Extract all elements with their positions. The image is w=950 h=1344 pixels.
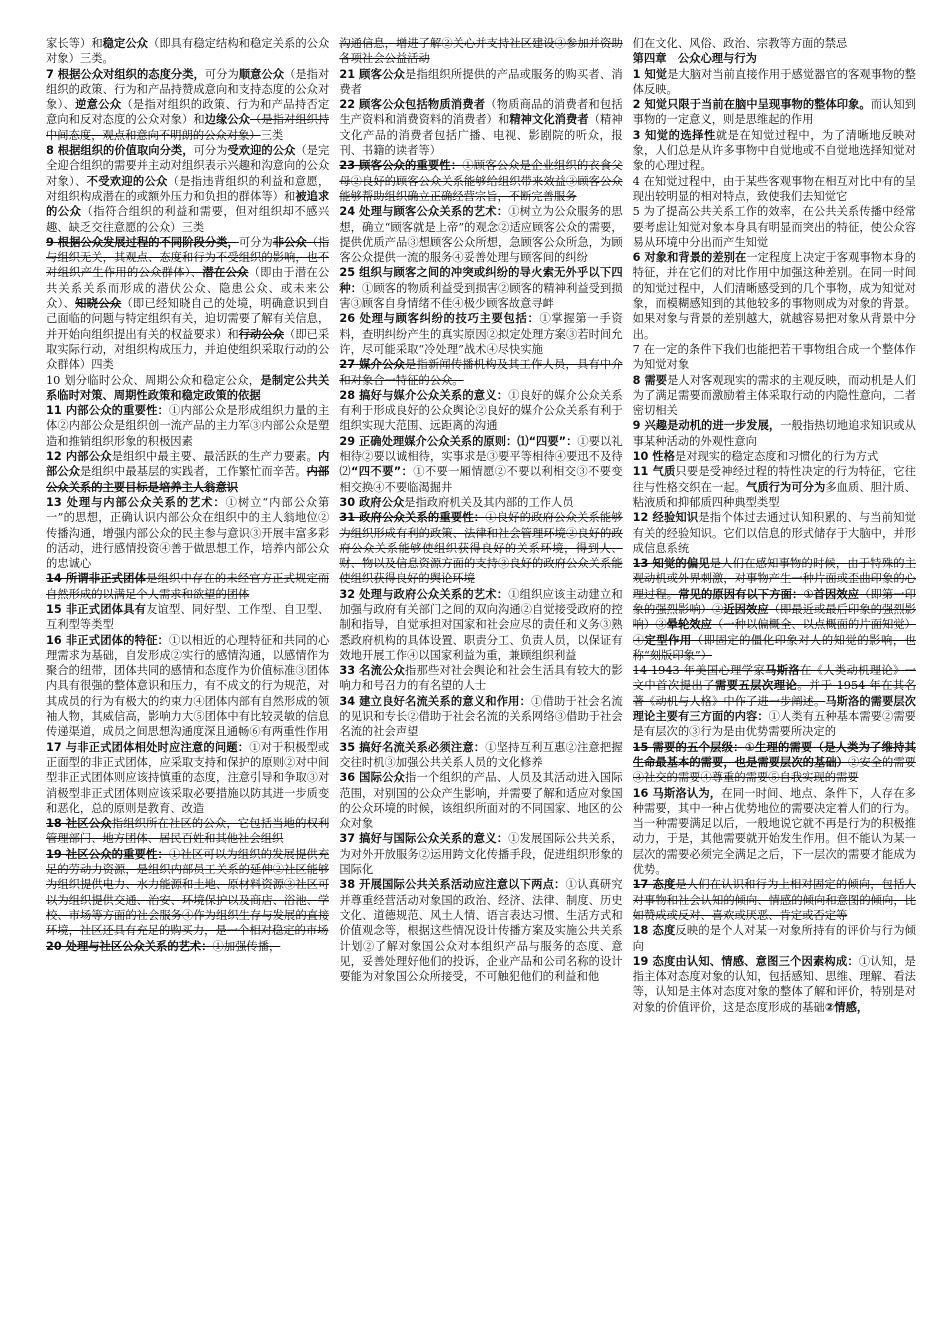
bold-term: 37 搞好与国际公众关系的意义： (339, 832, 509, 846)
bold-term: 近因效应 (723, 602, 769, 616)
bold-term: 30 政府公众 (339, 495, 405, 509)
text-run: 是组织中最基层的实践者，工作繁忙而辛苦。 (80, 465, 307, 479)
paragraph (633, 373, 916, 419)
bold-term: 20 处理与社区公众关系的艺术： (46, 939, 213, 953)
paragraph (339, 587, 622, 663)
text-run: 。并于 1954 年在其名著《动机与人格》中作了进一步阐述。 (632, 679, 916, 708)
paragraph (46, 633, 329, 740)
paragraph (46, 495, 329, 571)
column-middle (339, 36, 622, 1326)
bold-term: 11 气质 (632, 465, 676, 479)
paragraph (633, 342, 916, 373)
text-run: ①树立为公众服务的思想，确立“顾客就是上帝”的观念②适应顾客公众的需要，提供优质产品③想顾客公众所想，急顾客公众所急，为顾客公众提供一流的服务④妥善处理与顾客间的纠纷 (339, 205, 623, 265)
bold-term: 7 根据公众对组织的态度分类， (46, 67, 205, 81)
text-run: ①良好的媒介公众关系有利于形成良好的公众舆论②良好的媒介公众关系有利于组织实现大范围、远距离的沟通 (339, 388, 623, 433)
text-run: 可分为 (204, 67, 239, 81)
paragraph (46, 373, 329, 404)
paragraph (339, 357, 622, 388)
bold-term: 25 组织与顾客之间的冲突或纠纷的导火索无外乎以下四种： (339, 266, 623, 295)
text-run: 14 1943 年美国心理学家 (632, 664, 766, 678)
paragraph (633, 464, 916, 510)
paragraph (633, 954, 916, 1015)
text-run: 是指组织所提供的产品或服务的购买者、消费者 (339, 67, 623, 96)
text-run: 一般指热切地追求知识或从事某种活动的外观性意向 (632, 419, 916, 448)
paragraph (633, 418, 916, 449)
text-run: ①顾客公众是企业组织的衣食父母②良好的顾客公众关系能够给组织带来效益③顾客公众能够帮助组织确立正确经营宗旨，不断完善服务 (339, 159, 623, 203)
bold-term: 33 名流公众 (339, 664, 406, 678)
text-run: 是人们在感知事物的时候，由于特殊的主观动机或外界刺激，对事物产生一种片面或歪曲印象的心理过程。 (632, 557, 916, 601)
bold-term: 马斯洛的需要层次理论主要有三方面的内容： (632, 694, 916, 724)
paragraph (46, 235, 329, 373)
bold-term: 12 内部公众 (46, 450, 112, 464)
bold-term: 行动公众 (238, 327, 285, 341)
paragraph (339, 740, 622, 771)
paragraph (633, 174, 916, 205)
paragraph (339, 434, 622, 495)
paragraph (46, 816, 329, 847)
bold-term: 26 处理与顾客纠纷的技巧主要包括： (339, 312, 540, 326)
bold-term: 12 经验知识 (632, 511, 699, 525)
text-run: 们在文化、风俗、政治、宗教等方面的禁忌 (632, 37, 848, 50)
bold-term: 29 正确处理媒介公众关系的原则：⑴“四要”： (339, 434, 578, 448)
bold-term: 9 兴趣是动机的进一步发展， (632, 419, 781, 433)
text-run: 可分为 (238, 235, 273, 249)
text-run: ①社区可以为组织的发展提供充足的劳动力资源，是组织内部员工关系的延伸②社区能够为组织提供电力、水力能源和土地、原材料资源③社区可以为组织提供交通、治安、环境保护以及商店、浴池、学校、市场等方面的社会服务④作为组织生存与发展的直接环境，社区还具有充足的购买力，是一个相对稳定的市场 (46, 847, 330, 938)
paragraph (339, 265, 622, 311)
text-run: ①良好的政府公众关系能够为组织形成有利的政策、法律和社会管理环境②良好的政府公众关系能够使组织获得良好的关系环境，得到人、财、物以及信息资源方面的支持③良好的政府公众关系能使组织获得良好的舆论环境 (339, 511, 623, 586)
paragraph (339, 36, 622, 67)
bold-term: 18 社区公众 (46, 817, 112, 831)
text-run: 是指个体过去通过认知积累的、与当前知觉有关的经验知识。它们以信息的形式储存于大脑中，并形成信息系统 (632, 511, 916, 555)
bold-term: 是制定公共关系临时对策、周期性政策和稳定政策的依据 (46, 373, 330, 402)
bold-term: 17 态度 (632, 878, 676, 892)
bold-term: 生理的需要（是人类为了维持其生命最基本的需要，也是需要层次的基础） (632, 740, 916, 769)
text-run: ①认知，是指主体对态度对象的认知，包括感知、思维、理解、看法等，认知是主体对态度对象的整体了解和评价，特别是对对象的价值评价，这是态度形成的基础 (632, 954, 916, 1014)
paragraph (339, 388, 622, 434)
text-run: （即第一印象的强烈影响）② (632, 587, 916, 616)
text-run: 多血质、胆汁质、粘液质和抑郁质四种典型类型 (632, 480, 916, 509)
column-right (633, 36, 916, 1326)
bold-term: 19 社区公众的重要性： (46, 847, 169, 861)
bold-term: 17 与非正式团体相处时应注意的问题： (46, 740, 250, 754)
bold-term: 稳定公众 (102, 37, 149, 50)
paragraph (339, 877, 622, 984)
text-run: （即已经知晓自己的处境，明确意识到自己面临的问题与特定组织有关，迫切需要了解有关信息，并开始向组织提出有关的权益要求）和 (46, 297, 330, 341)
paragraph (46, 67, 329, 143)
paragraph (46, 449, 329, 495)
text-run: （精神文化产品的消费者包括广播、电视、影剧院的听众，报刊、书籍的读者等） (339, 113, 623, 158)
text-run: 指组织所在社区的公众，它包括当地的权利管理部门、地方团体、居民百姓和其他社会组织 (46, 817, 330, 846)
paragraph (46, 847, 329, 939)
paragraph (633, 923, 916, 954)
text-run: 是组织中存在的未经官方正式规定而自然形成的以满足个人需求和欲望的团体 (46, 572, 330, 601)
text-run: （一种以偏概全、以点概面的片面知觉）④ (632, 618, 916, 647)
bold-term: 10 性格 (632, 450, 675, 464)
paragraph (46, 602, 329, 633)
column-left (46, 36, 329, 1326)
bold-term: 8 根据组织的价值取向分类， (46, 144, 194, 158)
text-run: （即固定的僵化印象对人的知觉的影响，也称“刻版印象”） (632, 633, 916, 662)
text-run: ②安全的需要③社交的需要④尊重的需要⑤自我实现的需要 (632, 755, 916, 785)
paragraph (46, 36, 329, 67)
bold-term: 34 建立良好名流关系的意义和作用： (339, 694, 532, 708)
bold-term: 27 媒介公众 (339, 358, 406, 372)
bold-term: 35 搞好名流关系必须注意： (339, 740, 486, 754)
bold-term: 3 知觉的选择性 (632, 128, 716, 142)
text-run: 是对现实的稳定态度和习惯化的行为方式 (674, 450, 879, 464)
bold-term: 潜在公众 (202, 266, 249, 280)
bold-term: 8 需要 (632, 373, 668, 387)
bold-term: 14 所谓非正式团体 (46, 572, 147, 586)
text-run: （即已采取实际行动，对组织构成压力，并迫使组织采取行动的公众群体）四类 (46, 327, 330, 372)
text-run: （是指对组织的政策、行为和产品持赞成意向和支持态度的公众对象）、 (46, 67, 330, 112)
bold-term: 定型作用 (644, 633, 692, 647)
bold-term: 精神文化消费者 (509, 113, 589, 127)
bold-term: 需要五层次理论 (714, 679, 798, 693)
text-run: 在《人类动机理论》一文中首次提出了 (632, 664, 916, 693)
text-run: ①认真研究并尊重经营活动对象国的政治、经济、法律、制度、历史文化、道德规范、风土人情、语言表达习惯、生活方式和价值观念等，根据这些情况设计传播方案及实施公共关系计划②了解对象国公众对本组织产品与服务的态度、意见，妥善处理好他们的投诉，企业产品和公司名称的设计要能为对象国公众所接受，不可触犯他们的利益和他 (339, 878, 623, 984)
bold-term: 36 国际公众 (339, 771, 406, 785)
text-run: 5 为了提高公共关系工作的效率，在公共关系传播中经常要考虑让知觉对象本身具有明显而突出的特征，使公众容易从环境中分出而产生知觉 (632, 205, 916, 249)
text-run: 7 在一定的条件下我们也能把若干事物组合成一个整体作为知觉对象 (632, 342, 916, 372)
text-run: ①不要一厢情愿②不要以利相交③不要变相交换④不要临渴掘井 (339, 465, 623, 494)
paragraph (339, 67, 622, 98)
text-run: （指符合组织的利益和需要，但对组织却不感兴趣、缺乏交往意愿的公众）三类 (46, 205, 330, 234)
bold-term: 22 顾客公众包括物质消费者 (339, 98, 486, 112)
bold-term: 23 顾客公众的重要性： (339, 159, 463, 173)
bold-term: ②情感， (824, 1000, 869, 1014)
text-run: 反映的是个人对某一对象所持有的评价与行为倾向 (632, 924, 916, 953)
bold-term: 15 需要的五个层级： (632, 740, 745, 754)
text-run: 是人们在认识和行为上相对固定的倾向，包括人对事物和社会认知的倾向、情感的倾向和意图的倾向，比如赞成或反对、喜欢或厌恶、肯定或否定等 (632, 878, 916, 922)
paragraph (46, 571, 329, 602)
bold-term: 边缘公众 (204, 113, 251, 127)
bold-term: “四不要”： (350, 465, 414, 479)
text-run: ① (803, 587, 814, 601)
document-page (46, 36, 916, 1326)
text-run: ①掌握第一手资料，查明纠纷产生的真实原因②拟定处理方案③若时间允许，尽可能采取“冷处理”战术④尽快实施 (339, 312, 623, 356)
paragraph (339, 510, 622, 586)
text-run: ①借助于社会名流的见识和专长②借助于社会名流的关系网络③借助于社会名流的社会声望 (339, 694, 623, 739)
bold-term: 受欢迎的公众 (227, 144, 296, 158)
text-run: ①内部公众是形成组织力量的主体②内部公众是组织创一流产品的主力军③内部公众是塑造和推销组织形象的积极因素 (46, 404, 330, 448)
bold-term: 非公众 (272, 235, 307, 249)
text-run: （是指对组织持中间态度，观点和意向不明朗的公众对象） (46, 113, 330, 142)
bold-term: 31 政府公众关系的重要性： (339, 511, 486, 525)
bold-term: 逆意公众 (75, 98, 122, 112)
text-run: ①顾客的物质利益受到损害②顾客的精神利益受到损害③顾客自身情绪不佳④极少顾客故意寻衅 (339, 281, 623, 311)
text-run: 三类 (260, 128, 284, 142)
text-run: 是指新闻传播机构及其工作人员，具有中介和对象合一特征的公众。 (339, 358, 623, 387)
paragraph (46, 740, 329, 816)
bold-term: 不受欢迎的公众 (86, 174, 168, 188)
bold-term: 知晓公众 (75, 297, 122, 311)
text-run: 家长等）和 (46, 37, 103, 50)
paragraph (46, 143, 329, 235)
paragraph (633, 740, 916, 786)
text-run: 指一个组织的产品、人员及其活动进入国际范围，对别国的公众产生影响，并需要了解和适应对象国的公众环境的时候，该组织所面对的不同国家、地区的公众对象 (339, 771, 623, 831)
paragraph (633, 877, 916, 923)
text-run: ①要以礼相待②要以诚相待，实事求是③要平等相待④要迅不及待⑵ (339, 434, 623, 479)
bold-term: 内部公众 (46, 450, 330, 479)
text-run: ①发展国际公共关系，为对外开放服务②运用跨文化传播手段，促进组织形象的国际化 (339, 832, 623, 877)
text-run: 是组织中最主要、最活跃的生产力要素。 (111, 450, 319, 464)
text-run: 在同一时间、地点、条件下，人存在多种需要，其中一种占优势地位的需要决定着人们的行为。当一种需要满足以后，一般地说它就不再是行为的积极推动力，于是，其他需要就开始发生作用。但不能认为某一层次的需要必须完全满足之后，下一层次的需要才能成为优势。 (632, 786, 916, 877)
paragraph (633, 97, 916, 128)
bold-term: 13 知觉的偏见 (632, 557, 710, 571)
text-run: 是指政府机关及其内部的工作人员 (404, 495, 574, 509)
bold-term: 16 非正式团体的特征： (46, 633, 169, 647)
paragraph (633, 556, 916, 663)
bold-term: 18 态度 (632, 924, 676, 938)
bold-term: 32 处理与政府公众关系的艺术： (339, 587, 509, 601)
bold-term: 15 非正式团体具有 (46, 602, 147, 616)
paragraph (46, 939, 329, 954)
text-run: 可分为 (193, 144, 228, 158)
bold-term: 2 知觉只限于当前在脑中呈现事物的整体印象。 (632, 98, 871, 112)
text-run: （即具有稳定结构和稳定关系的公众对象）三类。 (46, 37, 330, 66)
bold-term: 28 搞好与媒介公众关系的意义： (339, 388, 509, 402)
paragraph (633, 204, 916, 250)
bold-term: 1 知觉 (632, 67, 668, 81)
bold-term: 38 开展国际公共关系活动应注意以下两点： (339, 878, 566, 892)
paragraph (633, 36, 916, 51)
paragraph (633, 128, 916, 174)
text-run: 沟通信息，增进了解②关心并支持社区建设③参加并资助各项社会公益活动 (339, 37, 623, 66)
paragraph (339, 204, 622, 265)
bold-term: 24 处理与顾客公众关系的艺术： (339, 205, 509, 219)
bold-term: 马斯洛 (765, 664, 800, 678)
bold-term: 内部公众关系的主要目标是培养主人翁意识 (46, 465, 330, 494)
bold-term: 13 处理与内部公众关系的艺术： (46, 495, 226, 509)
text-run: （即由于潜在公共关系关系而形成的潜伏公众、隐患公众、或未来公众）、 (46, 266, 330, 311)
text-run: 指那些对社会舆论和社会生活具有较大的影响力和号召力的有名望的人士 (339, 664, 623, 693)
text-run: （是指违背组织的利益和意愿，对组织构成潜在的或额外压力和负担的群体等）和 (46, 174, 330, 203)
paragraph (339, 694, 622, 740)
text-run: ①以相近的心理特征和共同的心理需求为基础，自发形成②实行的感情沟通，以感情作为聚合的纽带，团体共同的感情和态度作为价值标准③团体内具有很强的整体意识和压力，有不成文的行为规范，对其成员的行为有极大的约束力④团体内部有自然形成的领袖人物，其威信高，影响力大⑤团体中有比较灵敏的信息传递渠道，成员之间思想沟通度深且通畅⑥有两重性作用 (46, 633, 330, 739)
text-run: （即最近或最后印象的强烈影响）③ (632, 602, 916, 632)
text-run: 是人对客观现实的需求的主观反映，而动机是人们为了满足需要而激励着主体采取行动的内隐性意向，二者密切相关 (632, 373, 916, 418)
text-run: 一定程度上决定于客观事物本身的特征，并在它们的对比作用中加强这种差别。在同一时间的知觉过程中，人们清晰感受到的几个事物，成为知觉对象，而模糊感知到的其他较多的事物则成为对象的背景。如果对象与背景的差别越大，就越容易把对象从背景中分出。 (632, 251, 916, 341)
bold-term: 首因效应 (813, 587, 860, 601)
paragraph (633, 51, 916, 66)
text-run: 4 在知觉过程中，由于某些客观事物在相互对比中有的呈现出较明显的相对特点，致使我们去知觉它 (632, 174, 916, 203)
text-run: 就是在知觉过程中，为了清晰地反映对象，人们总是从许多事物中自觉地或不自觉地选择知觉对象的心理过程。 (632, 128, 916, 173)
text-run: ①树立“内部公众第一”的思想，正确认识内部公众在组织中的主人翁地位②传播沟通，增强内部公众的民主参与意识③开展丰富多彩的活动，进行感情投资④善于做思想工作，培养内部公众的忠诚心 (46, 495, 330, 571)
bold-term: 晕轮效应 (666, 618, 712, 632)
text-run: 只要是受神经过程的特性决定的行为特征，它往往与性格交织在一起。 (632, 465, 916, 494)
bold-term: 顺意公众 (238, 67, 285, 81)
paragraph (633, 67, 916, 98)
paragraph (339, 831, 622, 877)
paragraph (339, 97, 622, 158)
text-run: ①组织应该主动建立和加强与政府有关部门之间的双向沟通②自觉接受政府的控制和指导，自觉承担对国家和社会应尽的责任和义务③熟悉政府机构的具体设置、职责分工、负责人员，以保证有效地开展工作④以国家利益为重，兼顾组织利益 (339, 587, 623, 662)
text-run: （是完全迎合组织的需要并主动对组织表示兴趣和沟意向的公众对象）、 (46, 144, 330, 188)
text-run: 是大脑对当前直接作用于感觉器官的客观事物的整体反映。 (632, 67, 916, 96)
paragraph (339, 158, 622, 204)
text-run: ① (744, 740, 755, 754)
text-run: 10 划分临时公众、周期公众和稳定公众， (46, 373, 261, 387)
text-run: ①人类有五种基本需要②需要是有层次的③行为是由优势需要所决定的 (632, 710, 916, 739)
bold-term: 19 态度由认知、情感、意图三个因素构成： (632, 954, 859, 968)
paragraph (633, 510, 916, 556)
text-run: （物质商品的消费者和包括生产资料和消费资料的消费者）和 (339, 98, 623, 127)
bold-term: 气质行为可分为 (745, 480, 826, 494)
paragraph (339, 311, 622, 357)
text-run: 而认知到事物的一定意义，则是思维起的作用 (632, 98, 916, 127)
bold-term: 11 内部公众的重要性： (46, 404, 169, 418)
text-run: ①坚持互利互惠②注意把握交往时机③加强公共关系人员的文化修养 (339, 740, 623, 769)
bold-term: 21 顾客公众 (339, 67, 406, 81)
bold-term: 16 马斯洛认为， (632, 786, 722, 800)
text-run: （指与组织无关，其观点、态度和行为不受组织的影响，也不对组织产生作用的公众群体）、 (46, 235, 330, 280)
paragraph (339, 663, 622, 694)
text-run: 友谊型、同好型、工作型、自卫型、互利型等类型 (46, 602, 330, 632)
paragraph (633, 250, 916, 342)
paragraph (46, 403, 329, 449)
bold-term: 9 根据公众发展过程的不同阶段分类， (46, 235, 239, 249)
bold-term: 被追求的公众 (46, 189, 330, 219)
bold-term: 6 对象和背景的差别在 (632, 251, 747, 265)
text-run: （是指对组织的政策、行为和产品持否定意向和反对态度的公众对象）和 (46, 98, 330, 127)
paragraph (339, 495, 622, 510)
text-run: ①加强传播， (212, 939, 281, 953)
paragraph (633, 663, 916, 739)
bold-term: 常见的原因有以下方面： (678, 587, 804, 601)
paragraph (633, 786, 916, 878)
paragraph (339, 770, 622, 831)
text-run: ①对于积极型或正面型的非正式团体，应采取支持和保护的原则②对中间型非正式团体则应该持慎重的态度，注意引导和争取③对消极型非正式团体则应该采取必要措施以防其进一步质变和恶化，总的原则是教育、改造 (46, 740, 330, 815)
bold-term: 第四章 公众心理与行为 (632, 52, 757, 66)
paragraph (633, 449, 916, 464)
